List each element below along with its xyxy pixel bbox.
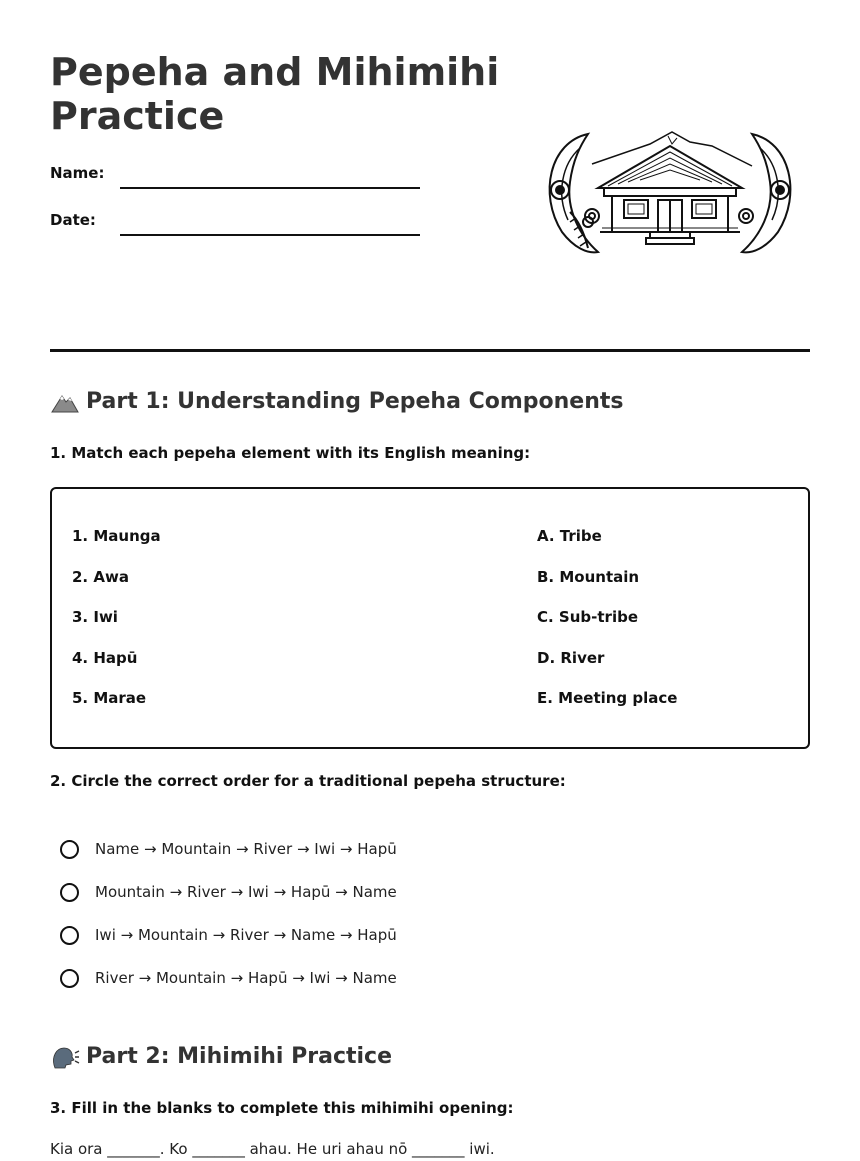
match-meaning-c: C. Sub-tribe: [537, 608, 638, 626]
match-meaning-b: B. Mountain: [537, 567, 640, 586]
mihimihi-fill-in-text[interactable]: Kia ora _______. Ko _______ ahau. He uri ahau nō _______ iwi.: [50, 1140, 495, 1158]
date-field: [50, 211, 420, 235]
match-meaning-e: E. Meeting place: [537, 689, 678, 707]
order-option[interactable]: [60, 836, 397, 879]
page-title: Pepeha and Mihimihi Practice: [50, 50, 500, 138]
radio-circle-icon[interactable]: [60, 840, 79, 859]
part2-heading: [50, 1044, 392, 1069]
date-blank-line[interactable]: [120, 234, 420, 236]
name-blank-line[interactable]: [120, 187, 420, 189]
match-term-iwi: 3. Iwi: [72, 608, 118, 626]
match-term-awa: 2. Awa: [72, 567, 129, 586]
part1-heading: [50, 389, 623, 414]
match-meaning-d: D. River: [537, 648, 605, 667]
radio-circle-icon[interactable]: [60, 926, 79, 945]
order-option[interactable]: [60, 879, 397, 922]
date-label: Date:: [50, 211, 96, 229]
match-terms-list: [72, 527, 161, 730]
question-2-prompt: 2. Circle the correct order for a traditional pepeha structure:: [50, 772, 566, 790]
order-options-list: [60, 836, 397, 1008]
order-option-label: Iwi → Mountain → River → Name → Hapū: [95, 926, 397, 944]
wharenui-marae-icon: [540, 124, 800, 258]
match-term-maunga: 1. Maunga: [72, 527, 161, 545]
match-term-hapu: 4. Hapū: [72, 648, 138, 667]
name-label: Name:: [50, 164, 105, 182]
match-meanings-list: [537, 527, 677, 730]
match-meaning-a: A. Tribe: [537, 527, 602, 545]
name-field: [50, 164, 420, 188]
radio-circle-icon[interactable]: [60, 883, 79, 902]
order-option-label: Name → Mountain → River → Iwi → Hapū: [95, 840, 397, 858]
part2-heading-text: Part 2: Mihimihi Practice: [86, 1044, 393, 1069]
mountain-icon: [50, 390, 80, 414]
question-3-prompt: 3. Fill in the blanks to complete this mihimihi opening:: [50, 1099, 514, 1117]
part1-heading-text: Part 1: Understanding Pepeha Components: [86, 389, 624, 414]
question-1-prompt: 1. Match each pepeha element with its English meaning:: [50, 444, 531, 462]
order-option[interactable]: [60, 922, 397, 965]
section-divider: [50, 349, 810, 352]
match-term-marae: 5. Marae: [72, 689, 147, 707]
speaking-head-icon: [50, 1045, 80, 1069]
order-option-label: Mountain → River → Iwi → Hapū → Name: [95, 883, 397, 901]
order-option-label: River → Mountain → Hapū → Iwi → Name: [95, 969, 397, 987]
order-option[interactable]: [60, 965, 397, 1008]
matching-box: [50, 487, 810, 749]
radio-circle-icon[interactable]: [60, 969, 79, 988]
